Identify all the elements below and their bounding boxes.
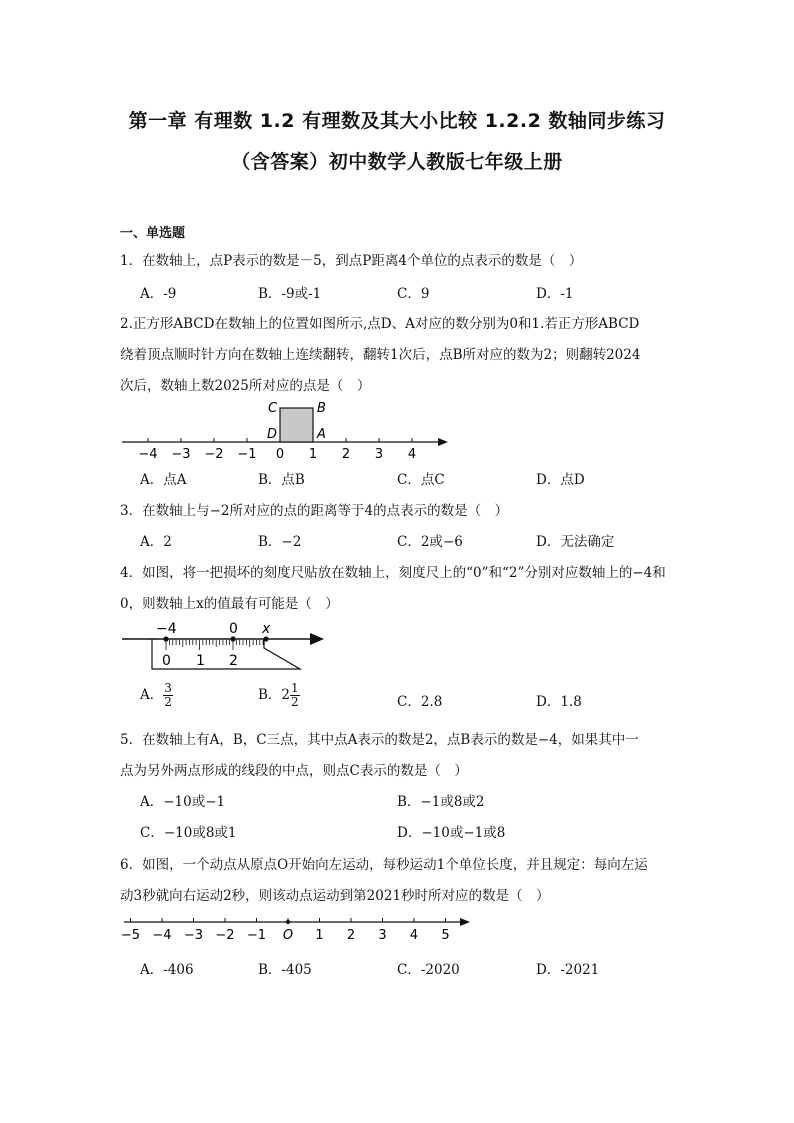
option-b: B．−2 xyxy=(258,534,302,550)
option-b: B．-9或-1 xyxy=(258,286,322,302)
tick-label: 1 xyxy=(308,447,318,462)
option-a: A．−10或−1 xyxy=(140,794,226,810)
option-d: D．1.8 xyxy=(536,694,582,710)
tick-label: −4 xyxy=(138,447,158,462)
tick-label: 2 xyxy=(341,447,351,462)
square-abcd xyxy=(280,408,313,442)
ruler-number-line-figure xyxy=(118,618,330,672)
option-d: D．无法确定 xyxy=(536,534,615,550)
ruler-label-2: 2 xyxy=(229,653,238,669)
option-b: B．−1或8或2 xyxy=(397,794,485,810)
tick-label: −2 xyxy=(215,928,235,943)
option-b: B．点B xyxy=(258,472,305,488)
ruler-label-0: 0 xyxy=(162,653,171,669)
point-x xyxy=(263,636,268,641)
arrow-icon xyxy=(438,438,448,446)
question-text: 6．如图，一个动点从原点O开始向左运动，每秒运动1个单位长度，并且规定：每向左运 xyxy=(120,857,648,873)
tick-label: 0 xyxy=(275,447,285,462)
option-c: C．-2020 xyxy=(397,962,460,978)
label-b: B xyxy=(317,401,326,416)
question-text: 3．在数轴上与−2所对应的点的距离等于4的点表示的数是（ ） xyxy=(120,503,509,519)
fraction-three-halves: $\frac{3}{2}$ xyxy=(164,681,172,709)
number-line-square-figure xyxy=(118,396,454,462)
tick-label: 3 xyxy=(374,447,384,462)
label-a: A xyxy=(317,427,326,442)
tick-label: −4 xyxy=(152,928,172,943)
arrow-icon xyxy=(460,918,470,926)
axis-label-x: x xyxy=(262,621,271,637)
label-d: D xyxy=(267,427,278,442)
option-d: D．-2021 xyxy=(536,962,600,978)
option-a: A．点A xyxy=(140,472,187,488)
option-d: D．-1 xyxy=(536,286,574,302)
option-b: B．2 $\frac{1}{2}$ xyxy=(258,681,299,709)
tick-label: −3 xyxy=(183,928,204,943)
fraction-one-half: $\frac{1}{2}$ xyxy=(291,681,299,709)
question-text: 绕着顶点顺时针方向在数轴上连续翻转，翻转1次后，点B所对应的数为2；则翻转2024 xyxy=(120,347,641,363)
question-text: 4．如图，将一把损坏的刻度尺贴放在数轴上，刻度尺上的“0”和“2”分别对应数轴上的−4和 xyxy=(120,565,666,581)
tick-label: −3 xyxy=(171,447,191,462)
question-text: 次后，数轴上数2025所对应的点是（ ） xyxy=(120,378,371,394)
question-text: 2.正方形ABCD在数轴上的位置如图所示,点D、A对应的数分别为0和1.若正方形ABCD xyxy=(120,316,640,332)
option-b: B．-405 xyxy=(258,962,312,978)
option-a: A．-406 xyxy=(140,962,194,978)
option-d: D．−10或−1或8 xyxy=(397,825,506,841)
tick-label: −1 xyxy=(237,447,257,462)
option-a: A． $\frac{3}{2}$ xyxy=(140,681,172,709)
option-a: A．-9 xyxy=(140,286,177,302)
option-c: C．−10或8或1 xyxy=(140,825,237,841)
question-text: 1．在数轴上，点P表示的数是－5，到点P距离4个单位的点表示的数是（ ） xyxy=(120,253,583,269)
question-text: 5．在数轴上有A，B，C三点，其中点A表示的数是2，点B表示的数是−4，如果其中一 xyxy=(120,732,639,748)
tick-label: −2 xyxy=(204,447,224,462)
option-a: A．2 xyxy=(140,534,172,550)
question-text: 0，则数轴上x的值最有可能是（ ） xyxy=(120,596,339,612)
tick-label: 5 xyxy=(441,928,450,943)
tick-label: 4 xyxy=(409,928,419,943)
question-text: 动3秒就向右运动2秒，则该动点运动到第2021秒时所对应的数是（ ） xyxy=(120,888,550,904)
arrow-icon xyxy=(310,633,324,645)
tick-label: 3 xyxy=(378,928,387,943)
point-minus4 xyxy=(163,636,168,641)
option-c: C．9 xyxy=(397,286,430,302)
number-line-origin-figure xyxy=(118,910,478,946)
tick-label: 2 xyxy=(346,928,356,943)
question-text: 点为另外两点形成的线段的中点，则点C表示的数是（ ） xyxy=(120,763,468,779)
point-0 xyxy=(230,636,235,641)
tick-label: 4 xyxy=(407,447,417,462)
axis-label-minus4: −4 xyxy=(156,621,177,637)
option-c: C．点C xyxy=(397,472,445,488)
tick-label: O xyxy=(282,928,294,943)
label-c: C xyxy=(268,401,278,416)
tick-label: 1 xyxy=(315,928,324,943)
option-c: C．2或−6 xyxy=(397,534,463,550)
option-c: C．2.8 xyxy=(397,694,443,710)
ruler-label-1: 1 xyxy=(196,653,205,669)
tick-label: −1 xyxy=(246,928,267,943)
title-line-2: （含答案）初中数学人教版七年级上册 xyxy=(231,151,563,173)
option-d: D．点D xyxy=(536,472,585,488)
title-line-1: 第一章 有理数 1.2 有理数及其大小比较 1.2.2 数轴同步练习 xyxy=(128,110,666,132)
axis-label-0: 0 xyxy=(229,621,238,637)
section-heading: 一、单选题 xyxy=(120,226,186,241)
tick-label: −5 xyxy=(120,928,141,943)
